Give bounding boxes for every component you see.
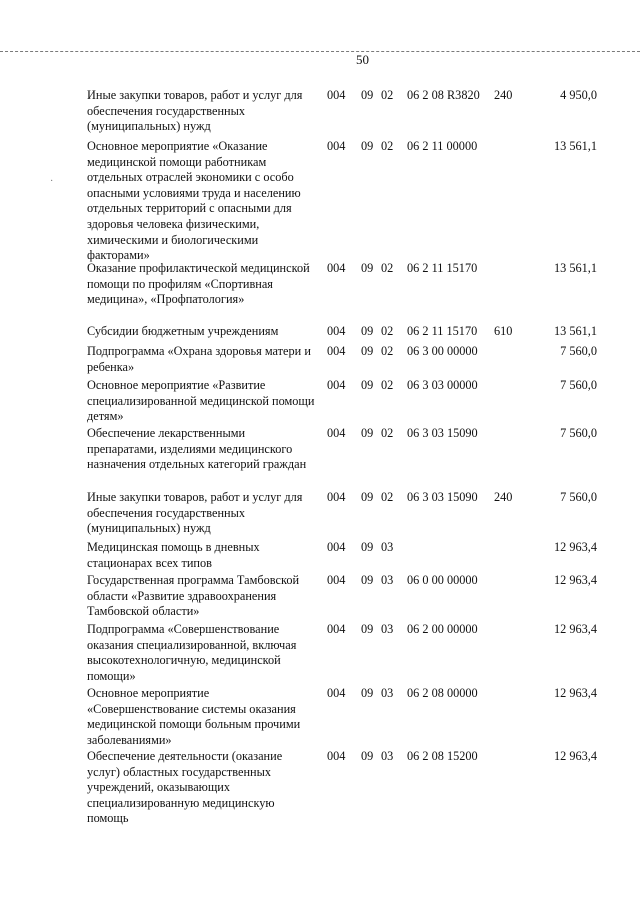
row-grbs: 004 <box>327 622 346 636</box>
page-number: 50 <box>356 52 369 67</box>
row-section: 09 <box>361 749 374 763</box>
row-grbs: 004 <box>327 261 346 275</box>
row-name: Основное мероприятие «Совершенствование системы оказания медицинской помощи больным прочими заболеваниями» <box>87 686 301 747</box>
row-section: 09 <box>361 324 374 338</box>
row-name: Иные закупки товаров, работ и услуг для обеспечения государственных (муниципальных) нужд <box>87 490 303 536</box>
row-section: 09 <box>361 686 374 700</box>
row-subsection: 02 <box>381 426 394 440</box>
row-target-article: 06 3 00 00000 <box>407 344 478 358</box>
row-grbs: 004 <box>327 324 346 338</box>
row-subsection: 02 <box>381 378 394 392</box>
row-grbs: 004 <box>327 573 346 587</box>
row-name: Подпрограмма «Охрана здоровья матери и ребенка» <box>87 344 311 374</box>
row-grbs: 004 <box>327 490 346 504</box>
row-target-article: 06 3 03 15090 <box>407 490 478 504</box>
row-target-article: 06 3 03 15090 <box>407 426 478 440</box>
row-name: Подпрограмма «Совершенствование оказания специализированной, включая высокотехнологичную, медицинской помощи» <box>87 622 297 683</box>
row-grbs: 004 <box>327 686 346 700</box>
row-sum: 12 963,4 <box>553 622 597 636</box>
row-name: Основное мероприятие «Оказание медицинской помощи работникам отдельных отраслей экономики с особо опасными условиями труда и населению отдельных территорий с опасными для здоровья человека физическими, химическими и биологическими факторами» <box>87 139 301 263</box>
row-sum: 7 560,0 <box>560 490 597 504</box>
row-grbs: 004 <box>327 378 346 392</box>
row-name: Субсидии бюджетным учреждениям <box>87 324 279 338</box>
row-subsection: 02 <box>381 344 394 358</box>
scan-speck: · <box>50 176 54 187</box>
row-name: Обеспечение деятельности (оказание услуг) областных государственных учреждений, оказывающих специализированную медицинскую помощь <box>87 749 283 826</box>
row-grbs: 004 <box>327 139 346 153</box>
row-subsection: 02 <box>381 490 394 504</box>
row-section: 09 <box>361 261 374 275</box>
row-section: 09 <box>361 490 374 504</box>
row-section: 09 <box>361 426 374 440</box>
row-sum: 12 963,4 <box>553 686 597 700</box>
row-name: Обеспечение лекарственными препаратами, изделиями медицинского назначения отдельных категорий граждан <box>87 426 307 472</box>
row-sum: 7 560,0 <box>560 426 597 440</box>
row-sum: 4 950,0 <box>560 88 597 102</box>
row-expense-type: 610 <box>494 324 513 338</box>
row-name: Медицинская помощь в дневных стационарах всех типов <box>87 540 260 570</box>
row-subsection: 02 <box>381 139 394 153</box>
row-sum: 12 963,4 <box>553 573 597 587</box>
row-target-article: 06 2 08 R3820 <box>407 88 480 102</box>
row-section: 09 <box>361 622 374 636</box>
row-sum: 12 963,4 <box>553 540 597 554</box>
row-section: 09 <box>361 88 374 102</box>
row-target-article: 06 0 00 00000 <box>407 573 478 587</box>
row-subsection: 02 <box>381 324 394 338</box>
page-top-dashed-line <box>0 51 640 52</box>
row-target-article: 06 2 08 15200 <box>407 749 478 763</box>
row-target-article: 06 2 11 15170 <box>407 261 478 275</box>
row-grbs: 004 <box>327 426 346 440</box>
row-name: Основное мероприятие «Развитие специализированной медицинской помощи детям» <box>87 378 315 424</box>
row-subsection: 03 <box>381 749 394 763</box>
row-target-article: 06 2 08 00000 <box>407 686 478 700</box>
row-grbs: 004 <box>327 540 346 554</box>
row-target-article: 06 2 00 00000 <box>407 622 478 636</box>
row-sum: 7 560,0 <box>560 344 597 358</box>
row-target-article: 06 3 03 00000 <box>407 378 478 392</box>
row-subsection: 03 <box>381 540 394 554</box>
row-section: 09 <box>361 573 374 587</box>
row-section: 09 <box>361 344 374 358</box>
row-section: 09 <box>361 139 374 153</box>
row-sum: 13 561,1 <box>553 324 597 338</box>
row-subsection: 02 <box>381 88 394 102</box>
row-subsection: 03 <box>381 573 394 587</box>
row-grbs: 004 <box>327 88 346 102</box>
row-section: 09 <box>361 540 374 554</box>
row-subsection: 03 <box>381 686 394 700</box>
row-name: Оказание профилактической медицинской помощи по профилям «Спортивная медицина», «Профпатология» <box>87 261 310 307</box>
row-grbs: 004 <box>327 749 346 763</box>
row-name: Иные закупки товаров, работ и услуг для обеспечения государственных (муниципальных) нужд <box>87 88 303 134</box>
row-name: Государственная программа Тамбовской области «Развитие здравоохранения Тамбовской области» <box>87 573 300 619</box>
row-sum: 12 963,4 <box>553 749 597 763</box>
row-target-article: 06 2 11 15170 <box>407 324 478 338</box>
row-subsection: 03 <box>381 622 394 636</box>
row-target-article: 06 2 11 00000 <box>407 139 478 153</box>
row-expense-type: 240 <box>494 490 513 504</box>
row-section: 09 <box>361 378 374 392</box>
row-sum: 13 561,1 <box>553 261 597 275</box>
row-subsection: 02 <box>381 261 394 275</box>
row-sum: 13 561,1 <box>553 139 597 153</box>
row-expense-type: 240 <box>494 88 513 102</box>
row-sum: 7 560,0 <box>560 378 597 392</box>
row-grbs: 004 <box>327 344 346 358</box>
